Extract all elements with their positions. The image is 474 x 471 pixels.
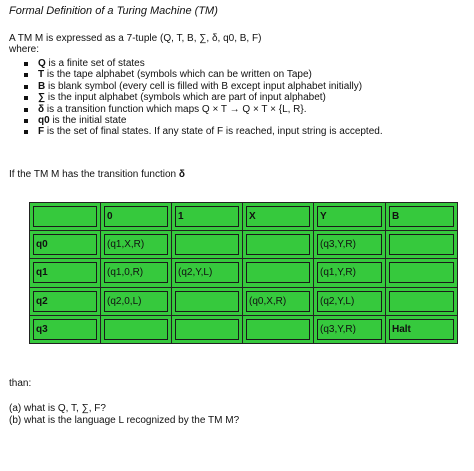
transition-cell: (q3,Y,R) xyxy=(317,319,382,340)
than-label: than: xyxy=(9,378,32,389)
definition-text: is the initial state xyxy=(49,114,127,126)
definition-term: B xyxy=(38,80,46,92)
table-cell xyxy=(172,287,243,315)
transition-cell: (q2,Y,L) xyxy=(175,262,239,283)
table-cell xyxy=(243,231,314,259)
bullet-icon xyxy=(24,119,28,123)
question-b: (b) what is the language L recognized by the TM M? xyxy=(9,415,240,426)
halt-cell: Halt xyxy=(389,319,454,340)
transition-cell: (q1,X,R) xyxy=(104,234,168,255)
definition-item xyxy=(24,104,383,115)
transition-cell xyxy=(246,262,310,283)
table-cell xyxy=(386,203,458,231)
table-cell xyxy=(101,287,172,315)
transition-cell: (q0,X,R) xyxy=(246,291,310,312)
definition-item xyxy=(24,115,383,126)
table-cell xyxy=(314,259,386,287)
header-cell: Y xyxy=(317,206,382,227)
transition-cell xyxy=(246,319,310,340)
table-cell xyxy=(243,287,314,315)
transition-cell xyxy=(175,291,239,312)
bullet-icon xyxy=(24,62,28,66)
header-cell: 1 xyxy=(175,206,239,227)
table-cell xyxy=(172,315,243,343)
table-cell xyxy=(172,231,243,259)
transition-cell xyxy=(246,234,310,255)
transition-cell xyxy=(175,319,239,340)
transition-cell xyxy=(389,262,454,283)
table-cell xyxy=(243,259,314,287)
table-cell xyxy=(386,287,458,315)
bullet-icon xyxy=(24,73,28,77)
transition-cell: (q2,0,L) xyxy=(104,291,168,312)
header-cell: 0 xyxy=(104,206,168,227)
table-cell xyxy=(314,203,386,231)
header-cell: X xyxy=(246,206,310,227)
table-row xyxy=(30,315,458,343)
tuple-definition-line: A TM M is expressed as a 7-tuple (Q, T, B, ∑, δ, q0, B, F) xyxy=(9,33,262,44)
definition-item xyxy=(24,81,383,92)
table-cell xyxy=(314,231,386,259)
transition-cell xyxy=(389,234,454,255)
table-cell xyxy=(172,259,243,287)
table-cell xyxy=(386,259,458,287)
table-cell xyxy=(101,259,172,287)
table-cell xyxy=(30,203,101,231)
definition-term: ∑ xyxy=(38,92,46,104)
bullet-icon xyxy=(24,96,28,100)
transition-intro-text: If the TM M has the transition function xyxy=(9,169,179,180)
definition-text: is the input alphabet (symbols which are part of input alphabet) xyxy=(45,92,326,104)
state-cell: q0 xyxy=(33,234,97,255)
definition-text: is a transition function which maps Q × T → Q × T × {L, R}. xyxy=(44,103,307,115)
transition-cell xyxy=(104,319,168,340)
definition-item xyxy=(24,92,383,103)
definition-text: is the set of final states. If any state of F is reached, input string is accepted. xyxy=(44,126,383,138)
table-cell xyxy=(30,231,101,259)
bullet-icon xyxy=(24,130,28,134)
definition-item xyxy=(24,69,383,80)
table-cell xyxy=(30,259,101,287)
where-label: where: xyxy=(9,44,40,55)
header-cell xyxy=(33,206,97,227)
definition-term: F xyxy=(38,126,45,138)
definition-item xyxy=(24,58,383,69)
transition-cell: (q2,Y,L) xyxy=(317,291,382,312)
definition-text: is blank symbol (every cell is filled with B except input alphabet initially) xyxy=(45,80,363,92)
table-cell xyxy=(101,231,172,259)
bullet-icon xyxy=(24,108,28,112)
definition-term: Q xyxy=(38,58,46,69)
table-cell xyxy=(30,315,101,343)
table-header-row xyxy=(30,203,458,231)
table-cell xyxy=(101,203,172,231)
table-cell xyxy=(314,315,386,343)
bullet-icon xyxy=(24,85,28,89)
table-cell xyxy=(101,315,172,343)
transition-cell xyxy=(175,234,239,255)
state-cell: q1 xyxy=(33,262,97,283)
transition-cell xyxy=(389,291,454,312)
table-cell xyxy=(386,231,458,259)
state-cell: q2 xyxy=(33,291,97,312)
table-row xyxy=(30,287,458,315)
definition-term: T xyxy=(38,69,45,81)
definition-text: is a finite set of states xyxy=(45,58,145,69)
table-cell xyxy=(314,287,386,315)
question-a: (a) what is Q, T, ∑, F? xyxy=(9,403,106,414)
transition-cell: (q1,0,R) xyxy=(104,262,168,283)
table-row xyxy=(30,231,458,259)
transition-symbol: δ xyxy=(178,169,185,180)
table-row xyxy=(30,259,458,287)
transition-table xyxy=(29,202,458,344)
header-cell: B xyxy=(389,206,454,227)
transition-function-intro xyxy=(9,169,185,180)
table-cell xyxy=(30,287,101,315)
tuple-intro xyxy=(9,33,261,55)
transition-cell: (q3,Y,R) xyxy=(317,234,382,255)
definition-list xyxy=(24,58,383,138)
table-cell xyxy=(386,315,458,343)
definition-term: δ xyxy=(38,103,45,115)
table-cell xyxy=(243,203,314,231)
document-title: Formal Definition of a Turing Machine (TM) xyxy=(9,5,218,17)
definition-item xyxy=(24,126,383,137)
table-cell xyxy=(172,203,243,231)
state-cell: q3 xyxy=(33,319,97,340)
transition-cell: (q1,Y,R) xyxy=(317,262,382,283)
definition-term: q0 xyxy=(38,114,50,126)
definition-text: is the tape alphabet (symbols which can be written on Tape) xyxy=(44,69,312,81)
table-cell xyxy=(243,315,314,343)
